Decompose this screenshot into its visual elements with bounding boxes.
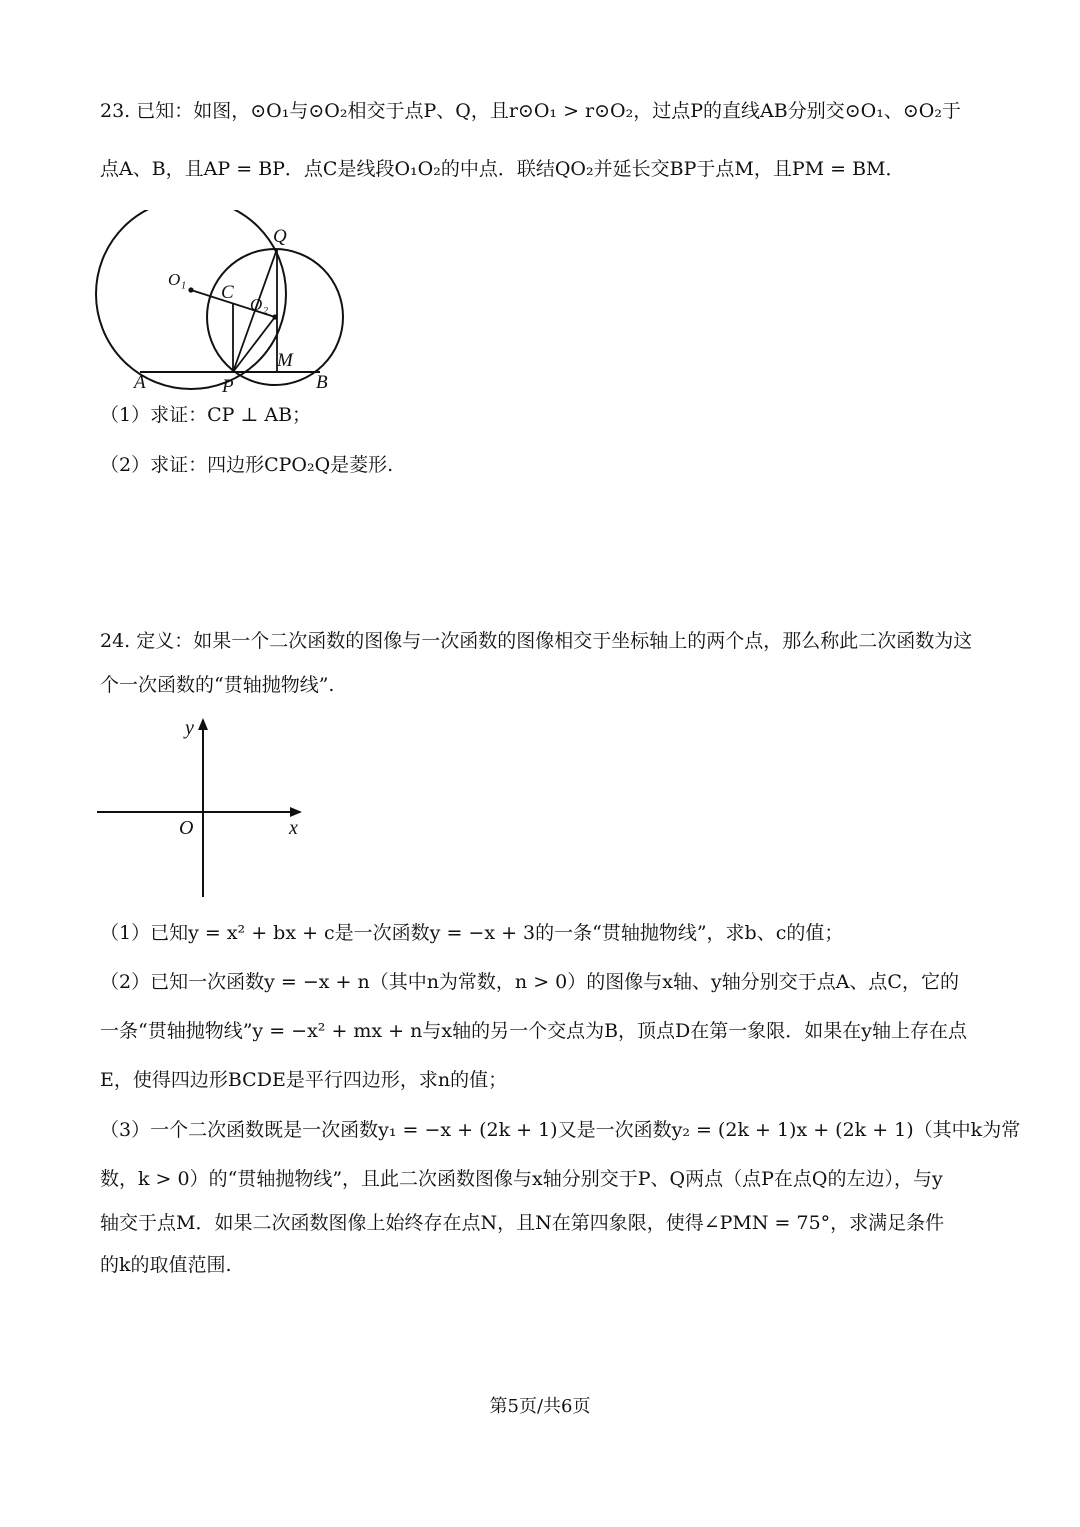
label-a: A xyxy=(134,372,146,393)
q24-part2-line1: （2）已知一次函数y = −x + n（其中n为常数，n > 0）的图像与x轴、y轴分别交于点A、点C，它的 xyxy=(100,971,959,993)
segment-po2 xyxy=(233,317,275,372)
q24-part2-line3: E，使得四边形BCDE是平行四边形，求n的值； xyxy=(100,1069,508,1091)
label-x: x xyxy=(289,817,298,839)
label-m: M xyxy=(277,350,293,371)
q24-part3-line1: （3）一个二次函数既是一次函数y₁ = −x + (2k + 1)又是一次函数y₂ = (2k + 1)x + (2k + 1)（其中k为常 xyxy=(100,1119,1021,1141)
circles-figure xyxy=(90,210,360,400)
label-o2: O₂ xyxy=(250,295,269,314)
q24-line2: 个一次函数的“贯轴抛物线”. xyxy=(100,674,335,696)
q24-part2-line2: 一条“贯轴抛物线”y = −x² + mx + n与x轴的另一个交点为B，顶点D在第一象限．如果在y轴上存在点 xyxy=(100,1020,968,1042)
coordinate-axes-figure xyxy=(95,712,310,902)
q23-line2: 点A、B，且AP = BP．点C是线段O₁O₂的中点．联结QO₂并延长交BP于点M，且PM = BM． xyxy=(100,158,905,180)
q24-part3-line4: 的k的取值范围. xyxy=(100,1254,232,1276)
page-footer: 第5页/共6页 xyxy=(489,1396,591,1417)
label-o1: O₁ xyxy=(168,270,187,289)
label-origin: O xyxy=(179,817,194,839)
point-o2 xyxy=(272,314,277,319)
label-q: Q xyxy=(273,226,287,247)
q24-part1: （1）已知y = x² + bx + c是一次函数y = −x + 3的一条“贯轴抛物线”，求b、c的值； xyxy=(100,922,844,944)
label-b: B xyxy=(316,372,328,393)
q23-part1: （1）求证：CP ⊥ AB； xyxy=(100,404,312,426)
q24-line1: 24. 定义：如果一个二次函数的图像与一次函数的图像相交于坐标轴上的两个点，那么称此二次函数为这 xyxy=(100,630,973,652)
q24-part3-line2: 数，k > 0）的“贯轴抛物线”，且此二次函数图像与x轴分别交于P、Q两点（点P在点Q的左边），与y xyxy=(100,1168,943,1190)
q24-part3-line3: 轴交于点M．如果二次函数图像上始终存在点N，且N在第四象限，使得∠PMN = 75°，求满足条件 xyxy=(100,1212,945,1234)
label-y: y xyxy=(185,717,194,739)
q23-part2: （2）求证：四边形CPO₂Q是菱形. xyxy=(100,454,394,476)
label-p: P xyxy=(222,376,234,397)
point-o1 xyxy=(188,287,193,292)
q23-line1: 23. 已知：如图，⊙O₁与⊙O₂相交于点P、Q，且r⊙O₁ > r⊙O₂，过点P的直线AB分别交⊙O₁、⊙O₂于 xyxy=(100,100,961,122)
label-c: C xyxy=(221,282,234,303)
